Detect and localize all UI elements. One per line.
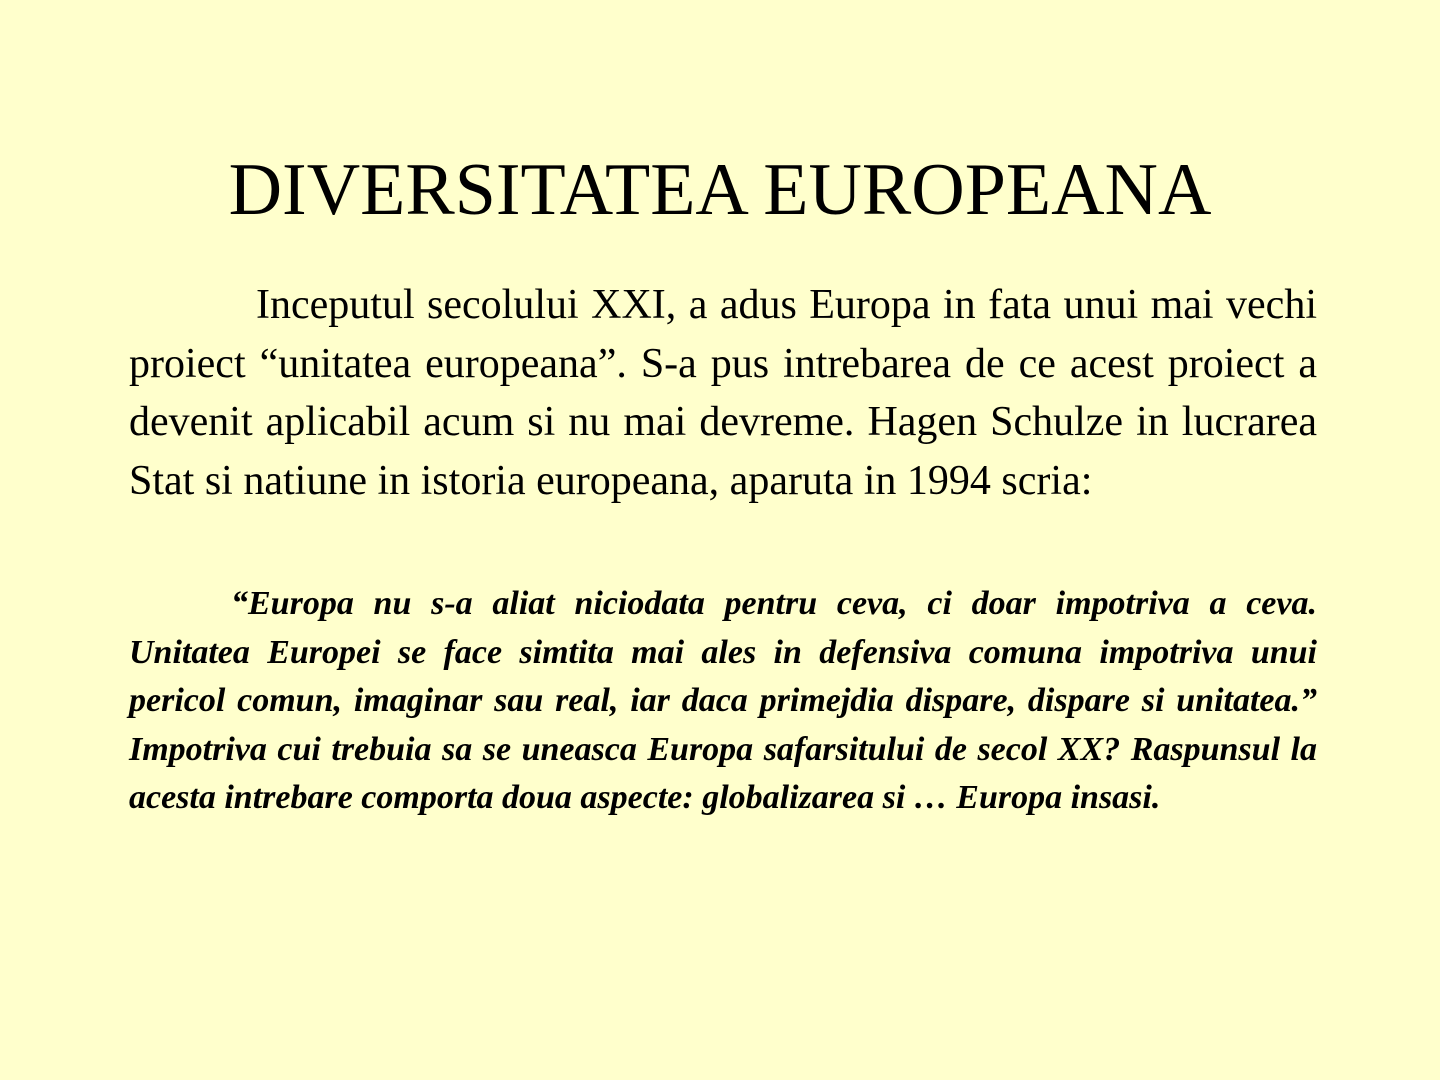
- slide-title: DIVERSITATEA EUROPEANA: [228, 149, 1212, 231]
- quote-paragraph: “Europa nu s-a aliat niciodata pentru ceva, ci doar impotriva a ceva. Unitatea Europei se face simtita mai ales in defensiva comuna impotriva unui pericol comun, imaginar sau real, iar daca primejdia dispare, dispare si unitatea.” Impotriva cui trebuia sa se uneasca Europa safarsitului de secol XX? Raspunsul la acesta intrebare comporta doua aspecte: globalizarea si … Europa insasi.: [129, 585, 1317, 816]
- intro-paragraph: Inceputul secolului XXI, a adus Europa in fata unui mai vechi proiect “unitatea europeana”. S-a pus intrebarea de ce acest proiect a devenit aplicabil acum si nu mai devreme. Hagen Schulze in lucrarea Stat si natiune in istoria europeana, aparuta in 1994 scria:: [129, 282, 1317, 504]
